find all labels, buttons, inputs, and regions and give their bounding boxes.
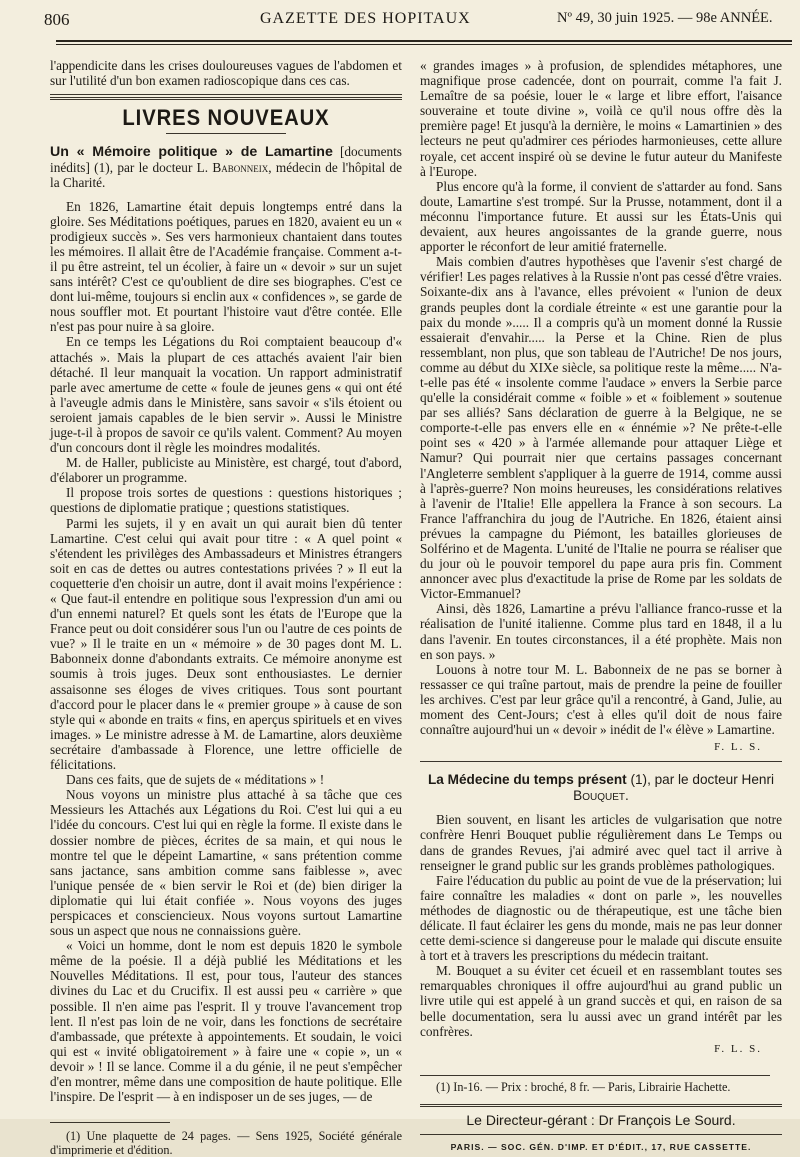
intro-paragraph: l'appendicite dans les crises douloureuses vagues de l'abdomen et sur l'utilité d'un bon examen radioscopique dans ces cas. <box>50 58 402 89</box>
paragraph: Il propose trois sortes de questions : questions historiques ; questions de diplomatie pratique ; questions statistiques. <box>50 485 402 516</box>
issue-info: Nº 49, 30 juin 1925. — 98e ANNÉE. <box>557 10 773 26</box>
signature: F. L. S. <box>714 741 762 754</box>
paragraph: Faire l'éducation du public au point de vue de la préservation; lui faire connaître les maladies « dont on parle », les nouvelles méthodes de diagnostic ou de thérapeutique, est une tâche bien délicate. Il faut éclairer les gens du monde, mais ne pas leur donner cette demi-science si dangereuse pour le malade qui discute ensuite à tort et à travers les prescriptions du médecin traitant. <box>420 872 782 964</box>
paragraph: En 1826, Lamartine était depuis longtemps entré dans la gloire. Ses Méditations poétiques, parues en 1820, avaient eu un « prodigieux succès ». Ses vers harmonieux chantaient dans toutes les mémoires. Il allait être de l'Académie française. Comment a-t-il pu être astreint, tel un écolier, à faire un « devoir » sur un sujet sans intérêt? C'est ce qu'oublient de dire ses biographes. C'est ce dont lui-même, toujours si enclin aux « confidences », se garde de nous souffler mot. Et pourtant l'histoire vaut d'être contée. Elle n'est pas pour nuire à sa gloire. <box>50 198 402 335</box>
left-column <box>50 58 402 1157</box>
paragraph: M. de Haller, publiciste au Ministère, est chargé, tout d'abord, d'élaborer un programme. <box>50 455 402 486</box>
paragraph: « Voici un homme, dont le nom est depuis 1820 le symbole même de la poésie. Il a déjà publié les Méditations et les Nouvelles Méditations. Il est, pour tous, l'auteur des stances divines du Lac et du Crucifix. Il est aussi peu « carrière » que possible. Il n'en aime pas l'esprit. Il y trouve l'avancement trop lent. Il n'est pas loin de ne voir, dans les fonctions de secrétaire d'ambassade, que prétexte à appointements. Et soudain, le voici qui est « invité obligatoirement » à faire une « copie », un « devoir » ! Il se lance. Comme il a du génie, il ne peut s'empêcher d'en montrer, même dans une composition de haute politique. Elle l'inspire. De l'esprit — à en indisposer un de ses juges, — de <box>50 938 402 1105</box>
divider <box>50 94 402 95</box>
article-title <box>50 144 402 190</box>
article-title-bold: Un « Mémoire politique » de Lamartine <box>50 144 333 161</box>
article-author: Babonneix <box>212 160 269 176</box>
page-number: 806 <box>44 10 70 29</box>
paragraph: Dans ces faits, que de sujets de « méditations » ! <box>66 772 325 788</box>
right-column <box>420 58 782 1155</box>
article-title-rest: (1), par le docteur Henri <box>626 772 774 788</box>
paragraph: Nous voyons un ministre plus attaché à sa tâche que ces Messieurs les Attachés aux Légations du Roi. C'est lui qui a eu l'idée du concours. C'est lui qui en règle la forme. Il existe dans le dossier nombre de pièces, écrites de sa main, et qui nous le montre tel que le dépeint Lamartine, « sans prétention comme sans jactance, sans ambition comme sans faiblesse », avec l'unique pensée de « bien servir le Roi et (de) bien diriger la diplomatie qui lui était confiée ». Nous voyons des juges perspicaces et consciencieux. Nous voyons surtout Lamartine sous un aspect que nous ne connaissions guère. <box>50 787 402 939</box>
signature: F. L. S. <box>714 1042 762 1055</box>
paragraph: Ainsi, dès 1826, Lamartine a prévu l'alliance franco-russe et la réalisation de l'unité italienne. Comme plus tard en 1848, il a lu dans l'avenir. En toutes circonstances, il a été prophète. Mais non en son pays. » <box>420 601 782 662</box>
paragraph: Plus encore qu'à la forme, il convient de s'attarder au fond. Sans doute, Lamartine s'est trompé. Sur la Prusse, notamment, dont il a méconnu l'importance future. Et aussi sur les États-Unis qui devaient, aux heures angoissantes de la grande guerre, nous apporter le réconfort de leur amitié fraternelle. <box>420 178 782 255</box>
printer-line: PARIS. — SOC. GÉN. D'IMP. ET D'ÉDIT., 17, RUE CASSETTE. <box>420 1134 782 1155</box>
header-rule-thin <box>56 44 792 45</box>
paragraph: Mais combien d'autres hypothèses que l'avenir s'est chargé de vérifier! Les pages relatives à la Russie n'ont pas cessé d'être vraies. Soixante-dix ans à l'avance, elles prévoient « l'union de deux grands peuples dont la cordiale étreinte « est une garantie pour la paix du monde »..... Il a compris qu'à un moment donné la Russie essaierait d'envahir..... la Perse et la Chine. Rien de plus ressemblant, non plus, que son tableau de l'Autriche! De nos jours, comme au début du XIXe siècle, sa politique reste la même..... N'a-t-elle pas été « insolente comme l'audace » envers la Serbie parce qu'elle la considérait comme « foible » et « foiblement » soutenue par ses alliés? Sans déclaration de guerre à la Belgique, ne se comporte-t-elle pas envers elle en « énnémie »? Ne prête-t-elle point ses « 420 » à l'armée allemande pour attaquer Liège et Namur? Qui pourrait nier que certains passages concernant l'Angleterre semblent s'appliquer à la guerre de 1914, comme aussi à l'après-guerre? Non moins heureuses, les considérations relatives à l'avenir de l'Italie! Elle appellera la France à son secours. La France l'affranchira du joug de l'Autriche. En 1826, étaient ainsi prévues la campagne du Piémont, les batailles glorieuses de Solférino et de Magenta. L'unité de l'Italie ne pourra se réaliser que du jour où le pouvoir temporel du pape aura pris fin. Comment annoncer avec plus d'exactitude la prise de Rome par les soldats de Victor-Emmanuel? <box>420 254 782 602</box>
journal-title: GAZETTE DES HOPITAUX <box>260 10 471 27</box>
paragraph: M. Bouquet a su éviter cet écueil et en rassemblant toutes ses remarquables chroniques il offre aujourd'hui au grand public un livre utile qui est appelé à un grand succès et qui, en raison de sa belle documentation, sera lu aussi avec un grand intérêt par les confrères. <box>420 963 782 1039</box>
footnote: (1) Une plaquette de 24 pages. — Sens 1925, Société générale d'imprimerie et d'édition. <box>50 1129 402 1157</box>
paragraph: Louons à notre tour M. L. Babonneix de ne pas se borner à ressasser ce qui traîne partout, mais de prendre la peine de fouiller les archives. C'est par leur grâce qu'il a rencontré, à Gand, Julie, au moment des Cent-Jours; c'est à elles qu'il doit de nous faire connaître aujourd'hui un « devoir » inédit de l'« élève » Lamartine. <box>420 661 782 738</box>
header-rule <box>56 40 792 42</box>
article-title: La Médecine du temps présent (1), par le docteur Henri Bouquet. <box>428 772 774 804</box>
article-author-rest: , médecin de l'hôpital de la Charité. <box>50 160 402 191</box>
article-title-rest: [documents inédits] (1), par le docteur L. <box>50 144 402 176</box>
page-header <box>0 10 800 36</box>
director-line: Le Directeur-gérant : Dr François Le Sourd. <box>420 1104 782 1128</box>
article-title-bold: La Médecine du temps présent <box>428 772 627 788</box>
footnote: (1) In-16. — Prix : broché, 8 fr. — Paris, Librairie Hachette. <box>436 1079 731 1094</box>
section-rule <box>166 133 286 134</box>
paragraph: Bien souvent, en lisant les articles de vulgarisation que notre confrère Henri Bouquet publie régulièrement dans Le Temps ou dans de grandes Revues, j'ai admiré avec quel tact il arrive à renseigner le grand public sur les grands problèmes pathologiques. <box>420 812 782 873</box>
divider <box>420 761 782 762</box>
footnote-rule <box>50 1122 170 1123</box>
article-author: Bouquet <box>573 788 626 804</box>
paragraph: Parmi les sujets, il y en avait un qui aurait bien dû tenter Lamartine. C'est celui qui avait pour titre : « A quel point « s'étendent les privilèges des Ambassadeurs et Ministres étrangers soit en cas de dettes ou autres contestations privées ? » Il eut la coquetterie d'en choisir un autre, dont il avait moins l'expérience : « Que faut-il entendre en politique sous l'expression d'un ami ou d'un ennemi naturel? Et quels sont les états de l'Europe que la France peut ou doit considérer sous l'un ou l'autre de ces points de vue? » Il le traite en un « mémoire » de 30 pages dont M. L. Babonneix donne d'abondants extraits. Ce mémoire anonyme est soumis à trois juges. Deux sont enthousiastes. Le dernier assaisonne ses éloges de vives critiques. Tous sont pourtant d'accord pour le placer dans le « premier groupe » à cause de son style qui « abonde en traits « fins, en aperçus spirituels et en vives images. » Le ministre adresse à M. de Lamartine, alors deuxième secrétaire d'ambassade à Florence, une lettre officielle de félicitations. <box>50 515 402 773</box>
section-title: LIVRES NOUVEAUX <box>122 105 330 131</box>
paragraph: En ce temps les Légations du Roi comptaient beaucoup d'« attachés ». Mais la plupart de ces attachés avaient l'air bien détaché. Il leur manquait la vocation. Un rapport administratif parle avec amertume de cette « foule de jeunes gens « qui ont été à l'aveugle admis dans le Ministère, sans savoir « s'ils étoient ou seroient jamais capables de le bien servir ». Aussi le Ministre juge-t-il à propos de savoir ce qu'ils valent. Comment? Au moyen d'un concours dont il règle les moindres modalités. <box>50 334 402 456</box>
double-divider <box>50 97 402 100</box>
paragraph: « grandes images » à profusion, de splendides métaphores, une magnifique prose cadencée, dont on pourrait, comme l'a fait J. Lemaître de sa poésie, louer le « large et libre effort, l'aisance souveraine et toute divine », voilà ce qu'il nous offre dès la première page! Et jusqu'à la dernière, le moins « Lamartinien » des lecteurs ne peut qu'admirer ces périodes harmonieuses, cette allure royale, cet accent inspiré où se devine le futur auteur du Manifeste à l'Europe. <box>420 58 782 179</box>
footnote-rule <box>420 1075 770 1076</box>
